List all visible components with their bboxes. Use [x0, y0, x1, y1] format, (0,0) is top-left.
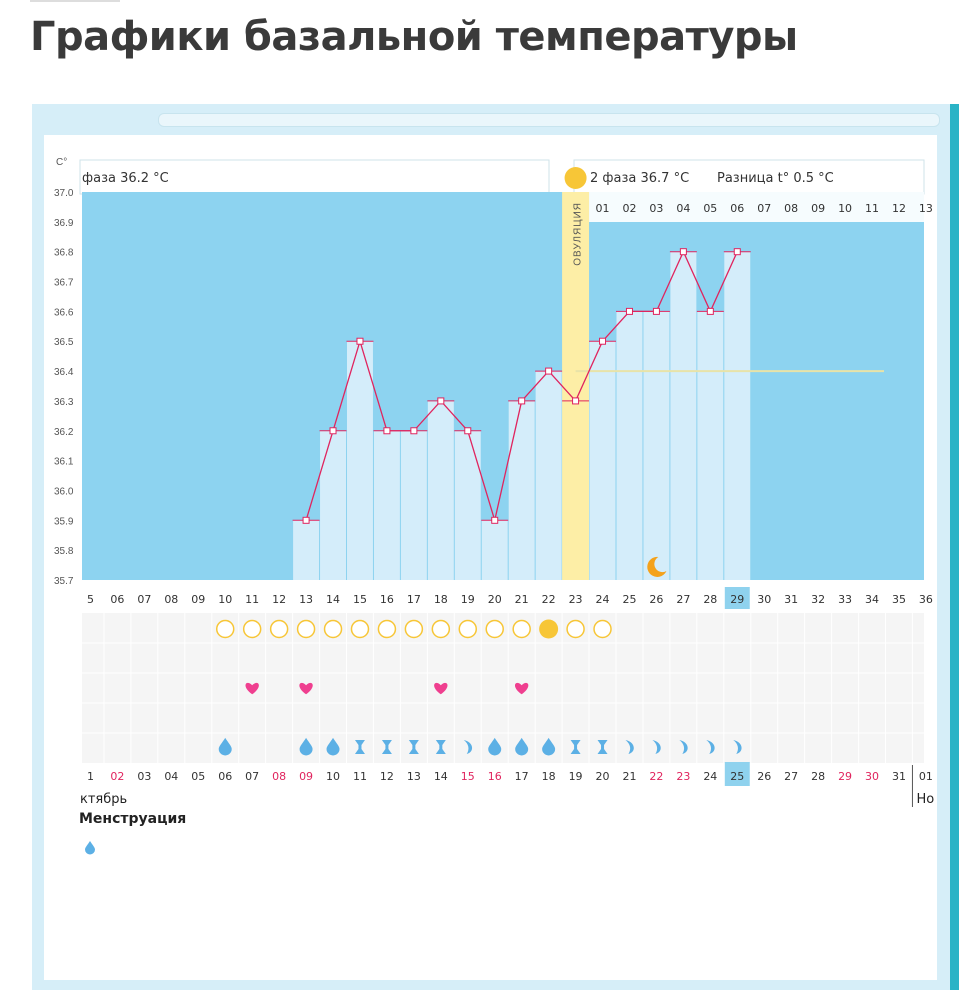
- y-unit-label: C°: [56, 157, 68, 168]
- calendar-date: 27: [784, 770, 799, 783]
- cycle-day: 17: [406, 593, 421, 606]
- ovulation-test-negative: [271, 621, 288, 638]
- temperature-bar: [347, 341, 373, 580]
- calendar-date: 23: [676, 770, 691, 783]
- post-ovulation-day: 12: [891, 202, 906, 215]
- temperature-point: [330, 428, 336, 434]
- calendar-date: 14: [433, 770, 448, 783]
- calendar-date: 25: [730, 770, 745, 783]
- horizontal-scrollbar[interactable]: [158, 113, 940, 127]
- cycle-day: 22: [541, 593, 556, 606]
- post-ovulation-day: 11: [865, 202, 880, 215]
- ovulation-test-negative: [486, 621, 503, 638]
- calendar-date: 31: [891, 770, 906, 783]
- calendar-date: 13: [406, 770, 421, 783]
- cycle-day: 36: [918, 593, 933, 606]
- cycle-day: 11: [245, 593, 260, 606]
- cycle-day: 13: [299, 593, 314, 606]
- temperature-point: [707, 308, 713, 314]
- calendar-date: 05: [191, 770, 206, 783]
- calendar-date: 11: [352, 770, 367, 783]
- ovulation-sun-icon: [565, 167, 587, 189]
- temperature-point: [626, 308, 632, 314]
- temperature-bar: [482, 520, 508, 580]
- temperature-bar: [320, 431, 346, 580]
- y-tick-label: 36.0: [54, 486, 74, 498]
- cycle-day: 18: [433, 593, 448, 606]
- cycle-day: 15: [352, 593, 367, 606]
- cycle-day: 21: [514, 593, 529, 606]
- temperature-bar: [374, 431, 400, 580]
- next-month-label: Но: [916, 792, 935, 807]
- post-ovulation-day: 06: [730, 202, 745, 215]
- ovulation-test-negative: [594, 621, 611, 638]
- calendar-date: 20: [595, 770, 610, 783]
- cycle-day: 24: [595, 593, 610, 606]
- cycle-day: 28: [703, 593, 718, 606]
- calendar-date: 06: [218, 770, 233, 783]
- post-ovulation-day: 07: [757, 202, 772, 215]
- ovulation-test-negative: [217, 621, 234, 638]
- post-ovulation-day: 01: [595, 202, 610, 215]
- temperature-bar: [724, 252, 750, 580]
- cycle-day: 31: [784, 593, 799, 606]
- calendar-date: 04: [164, 770, 179, 783]
- top-divider: [30, 0, 120, 2]
- post-ovulation-day: 04: [676, 202, 691, 215]
- y-tick-label: 36.7: [54, 277, 74, 289]
- y-tick-label: 35.7: [54, 576, 74, 587]
- calendar-date: 02: [110, 770, 125, 783]
- cycle-day: 09: [191, 593, 206, 606]
- cycle-day: 27: [676, 593, 691, 606]
- calendar-date: 24: [703, 770, 718, 783]
- temperature-bar: [617, 311, 643, 580]
- calendar-date: 21: [622, 770, 637, 783]
- ovulation-test-negative: [378, 621, 395, 638]
- temperature-bar: [293, 520, 319, 580]
- cycle-day: 29: [730, 593, 745, 606]
- temperature-point: [734, 249, 740, 255]
- difference-label: Разница t° 0.5 °C: [717, 171, 834, 186]
- cycle-day: 10: [218, 593, 233, 606]
- cycle-day: 32: [811, 593, 826, 606]
- temperature-bar: [401, 431, 427, 580]
- bbt-chart: [44, 135, 937, 980]
- frame-accent: [950, 104, 959, 990]
- y-tick-label: 36.8: [54, 247, 74, 259]
- calendar-date: 03: [137, 770, 152, 783]
- temperature-point: [653, 308, 659, 314]
- legend-menstruation-title: Менструация: [79, 811, 187, 827]
- symbol-grid: [82, 613, 924, 763]
- month-label: ктябрь: [80, 792, 128, 807]
- temperature-bar: [428, 401, 454, 580]
- y-tick-label: 36.6: [54, 307, 74, 319]
- temperature-point: [600, 338, 606, 344]
- y-tick-label: 35.8: [54, 546, 74, 558]
- phase2-label: 2 фаза 36.7 °C: [590, 171, 690, 186]
- page-title: Графики базальной температуры: [30, 14, 798, 60]
- cycle-day: 5: [86, 593, 94, 606]
- calendar-date: 10: [326, 770, 341, 783]
- cycle-day: 12: [272, 593, 287, 606]
- temperature-point: [465, 428, 471, 434]
- cycle-day: 20: [487, 593, 502, 606]
- temperature-bar: [697, 311, 723, 580]
- cycle-day: 25: [622, 593, 637, 606]
- cycle-day: 33: [838, 593, 853, 606]
- y-tick-label: 36.2: [54, 426, 74, 438]
- y-tick-label: 36.5: [54, 337, 74, 349]
- cycle-day: 26: [649, 593, 664, 606]
- post-ovulation-day: 02: [622, 202, 637, 215]
- temperature-point: [546, 368, 552, 374]
- temperature-bar: [509, 401, 535, 580]
- calendar-date: 09: [299, 770, 314, 783]
- cycle-day: 30: [757, 593, 772, 606]
- calendar-date: 1: [86, 770, 94, 783]
- cycle-day: 23: [568, 593, 583, 606]
- cycle-day: 08: [164, 593, 179, 606]
- temperature-point: [573, 398, 579, 404]
- ovulation-test-negative: [405, 621, 422, 638]
- temperature-point: [384, 428, 390, 434]
- calendar-date: 01: [918, 770, 933, 783]
- post-ovulation-day: 10: [838, 202, 853, 215]
- temperature-point: [492, 517, 498, 523]
- ovulation-test-negative: [298, 621, 315, 638]
- calendar-date: 15: [460, 770, 475, 783]
- calendar-date: 22: [649, 770, 664, 783]
- ovulation-test-negative: [567, 621, 584, 638]
- calendar-date: 30: [865, 770, 880, 783]
- phase1-label: фаза 36.2 °C: [82, 171, 169, 186]
- post-ovulation-day: 03: [649, 202, 664, 215]
- temperature-bar: [643, 311, 669, 580]
- temperature-point: [357, 338, 363, 344]
- cycle-day: 16: [379, 593, 394, 606]
- ovulation-test-negative: [325, 621, 342, 638]
- post-ovulation-day: 08: [784, 202, 799, 215]
- chart-panel: [44, 135, 937, 980]
- ovulation-test-negative: [432, 621, 449, 638]
- calendar-date: 17: [514, 770, 529, 783]
- ovulation-test-negative: [459, 621, 476, 638]
- y-tick-label: 37.0: [54, 188, 74, 199]
- ovulation-label: ОВУЛЯЦИЯ: [572, 202, 584, 266]
- calendar-date: 29: [838, 770, 853, 783]
- temperature-point: [411, 428, 417, 434]
- calendar-date: 18: [541, 770, 556, 783]
- temperature-point: [438, 398, 444, 404]
- ovulation-test-negative: [244, 621, 261, 638]
- calendar-date: 16: [487, 770, 502, 783]
- temperature-bar: [590, 341, 616, 580]
- temperature-point: [519, 398, 525, 404]
- temperature-bar: [455, 431, 481, 580]
- y-tick-label: 36.3: [54, 396, 74, 408]
- y-tick-label: 36.9: [54, 217, 74, 229]
- ovulation-test-positive: [539, 620, 558, 639]
- temperature-bar: [536, 371, 562, 580]
- y-tick-label: 35.9: [54, 516, 74, 528]
- cycle-day: 35: [891, 593, 906, 606]
- menstruation-icon: [85, 841, 95, 855]
- temperature-point: [680, 249, 686, 255]
- cycle-day: 34: [865, 593, 880, 606]
- y-tick-label: 36.1: [54, 456, 74, 468]
- post-ovulation-day: 13: [918, 202, 933, 215]
- calendar-date: 07: [245, 770, 260, 783]
- post-ovulation-day: 05: [703, 202, 718, 215]
- calendar-date: 26: [757, 770, 772, 783]
- temperature-bar: [670, 252, 696, 580]
- y-tick-label: 36.4: [54, 367, 74, 379]
- cycle-day: 06: [110, 593, 125, 606]
- calendar-date: 12: [379, 770, 394, 783]
- ovulation-test-negative: [513, 621, 530, 638]
- calendar-date: 28: [811, 770, 826, 783]
- cycle-day: 07: [137, 593, 152, 606]
- calendar-date: 19: [568, 770, 583, 783]
- calendar-date: 08: [272, 770, 287, 783]
- temperature-point: [303, 517, 309, 523]
- cycle-day: 14: [326, 593, 341, 606]
- post-ovulation-day: 09: [811, 202, 826, 215]
- cycle-day: 19: [460, 593, 475, 606]
- ovulation-test-negative: [351, 621, 368, 638]
